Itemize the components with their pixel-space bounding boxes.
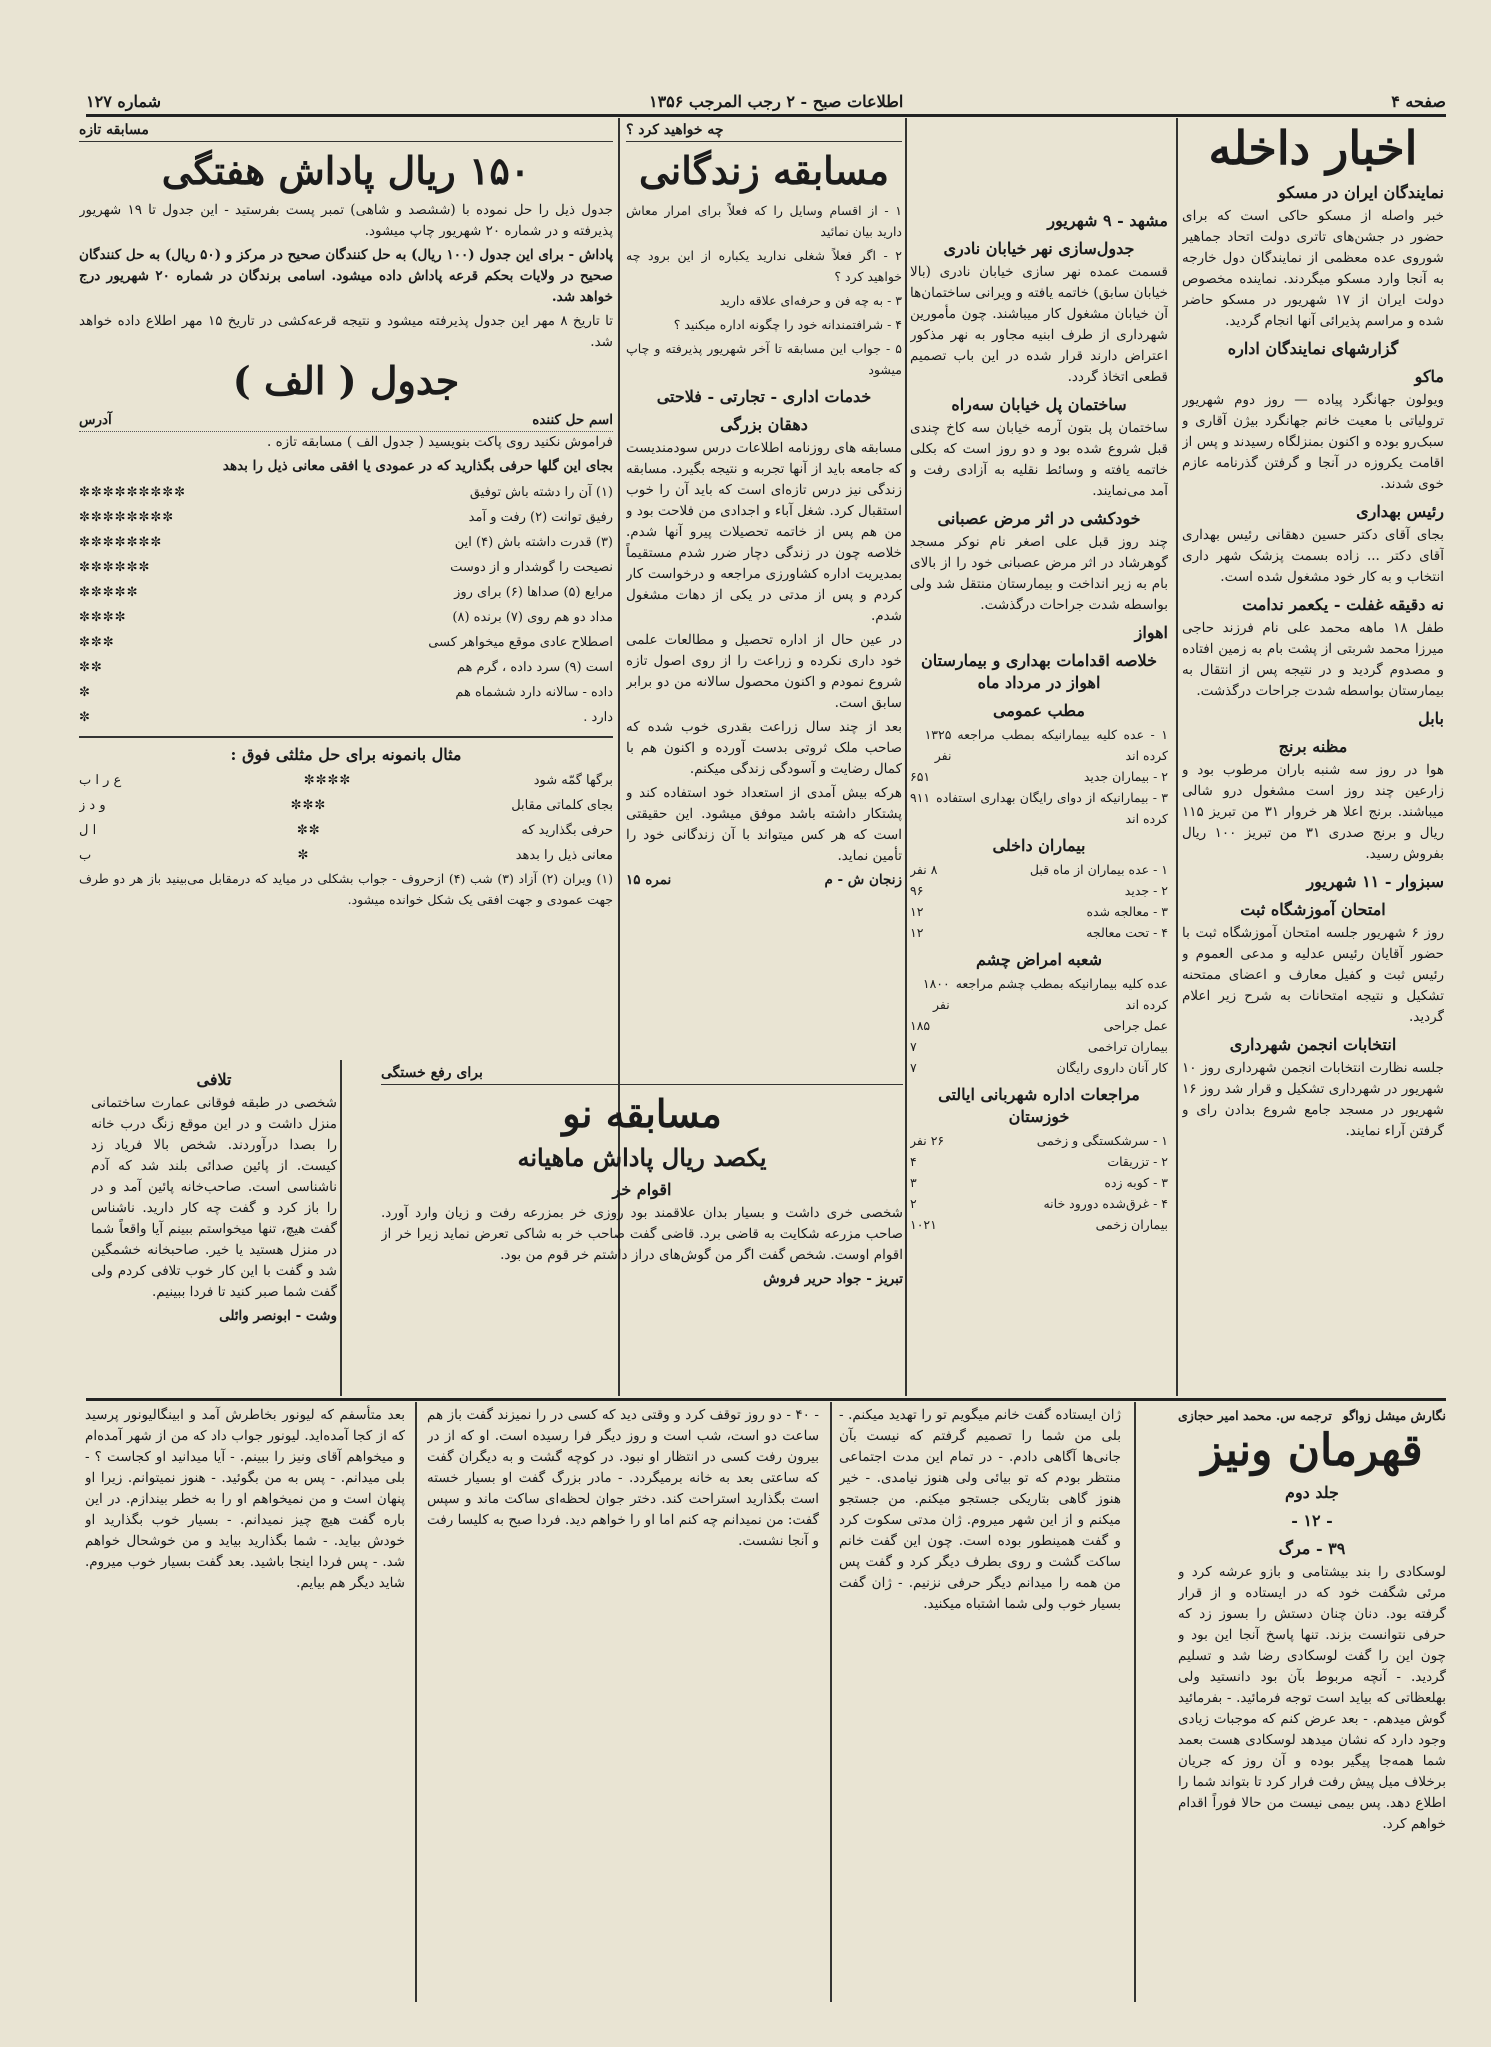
row-value: ۱۸۰۰ نفر [922, 976, 950, 1012]
flower-cells: ✼✼ [296, 823, 321, 838]
row-value: ۳ [910, 1175, 917, 1190]
sample-answer: ب [79, 848, 92, 863]
city-news-column [910, 120, 1168, 1395]
sample-answer: و د ز [79, 798, 106, 813]
puzzle-row [79, 580, 613, 605]
contest-questions [626, 200, 902, 380]
row-value: ۱۲ [910, 925, 924, 940]
flower-cells: ✼✼✼✼✼✼✼ [79, 535, 163, 550]
news-headline: جدول‌سازی نهر خیابان نادری [943, 239, 1135, 258]
article-body: مسابقه های روزنامه اطلاعات درس سودمندیست که جامعه باید از آنها تجربه و نتیجه بگیرد. مسابقه زندگی نیز درس تازه‌ای است که باید آن را خوب استقبال کرد. شغل آباء و اجدادی من فلاحت بود و من هم پس از خاتمه تحصیلات پیرو آنها شدم. خلاصه چون در زندگی دچار ضرر شدم مستقیماً بمدیریت اداره کشاورزی مراجعه و درخواست کار کردم و پس از مدتی در یکی از دهات مشغول شدم. [626, 440, 902, 624]
story-rule [86, 1398, 1446, 1401]
table-row [910, 1057, 1168, 1078]
story-subtitle: اقوام خر [612, 1180, 672, 1199]
row-value: ۱۰۲۱ [910, 1217, 937, 1232]
column-tag: چه خواهید کرد ؟ [626, 120, 902, 142]
row-value: ۹۱۱ [910, 790, 931, 805]
puzzle-row [79, 705, 613, 730]
header-rule [86, 114, 1446, 117]
row-value: ۲۶ نفر [910, 1133, 945, 1148]
clue-text: مرایع (۵) صداها (۶) برای روز [454, 585, 613, 600]
news-headline: خودکشی در اثر مرض عصبانی [937, 509, 1141, 528]
flower-cells: ✼ [79, 685, 91, 700]
news-body: جلسه نظارت انتخابات انجمن شهرداری روز ۱۰ شهریور در شهرداری تشکیل و قرار شد روز ۱۶ شهریور در مسجد جامع شروع بدادن رای و گرفتن آراء نمایند. [1182, 1060, 1444, 1139]
flower-cells: ✼ [79, 710, 91, 725]
stats-table [910, 973, 1168, 1078]
row-label: عده کلیه بیمارانیکه بمطب چشم مراجعه کرده اند [955, 976, 1168, 1012]
table-heading: شعبه امراض چشم [975, 950, 1103, 969]
news-body: خبر واصله از مسکو حاکی است که برای حضور در جشن‌های تاتری دولت اتحاد جماهیر شوروی عده معظمی از نمایندگان دول خارجه به آنجا وارد مسکو میگردند. نماینده مخصوص دولت ایران از ۱۷ شهریور در مسکو حاضر شده و مراسم پذیرائی آنها انجام گردید. [1182, 208, 1444, 329]
row-label: ۳ - بیمارانیکه از دوای رایگان بهداری استفاده کرده اند [936, 790, 1168, 826]
contest-prize: یکصد ریال پاداش ماهیانه [517, 1143, 767, 1172]
news-body: ساختمان پل بتون آرمه خیابان سه کاخ چندی قبل شروع شده بود و دو روز است که بکلی خاتمه یافته و وسائط نقلیه به آزادی رفت و آمد می‌نمایند. [910, 420, 1168, 499]
section-title: اخبار داخله [1208, 121, 1418, 175]
story-author: نگارش میشل زواگو [1342, 1408, 1446, 1423]
row-value: ۶۵۱ [910, 769, 931, 784]
issue-number: شماره ۱۲۷ [86, 91, 162, 111]
serial-story-col2 [839, 1405, 1121, 2005]
table-row [910, 1193, 1168, 1214]
news-headline: خلاصه اقدامات بهداری و بیمارستان اهواز در مرداد ماه [921, 651, 1157, 692]
flower-cells: ✼✼✼✼✼✼✼✼✼ [79, 485, 187, 500]
puzzle-row [79, 505, 613, 530]
contest-question: ۲ - اگر فعلاً شغلی ندارید یکباره از این برود چه خواهید کرد ؟ [626, 248, 902, 284]
news-city: سبزوار - ۱۱ شهریور [1306, 872, 1444, 891]
story-signer: تبریز - جواد حریر فروش [763, 1271, 903, 1287]
news-city: اهواز [1134, 623, 1168, 642]
column-divider [415, 1402, 417, 2002]
article-body: بعد از چند سال زراعت بقدری خوب شده که صاحب ملک ثروتی بدست آورده و اکنون هم با کمال رضایت و آسودگی زندگی میکنم. [626, 719, 902, 777]
row-label: ۳ - کوبه زده [1104, 1175, 1168, 1190]
article-body: هرکه بیش آمدی از استعداد خود استفاده کند و پشتکار داشته باشد موفق میشود. این حقیقتی است که هر کس میتواند با آن زندگانی خود را تأمین نماید. [626, 785, 902, 864]
clue-text: (۱) آن را دشته باش توفیق [469, 485, 613, 500]
row-label: ۱ - عده کلیه بیمارانیکه بمطب مراجعه کرده اند [957, 727, 1168, 763]
table-row [910, 766, 1168, 787]
sample-clue: بجای کلماتی مقابل [511, 798, 613, 813]
table-row [910, 1130, 1168, 1151]
solver-address-label: آدرس [79, 412, 112, 428]
row-label: ۲ - تزریقات [1107, 1154, 1168, 1169]
clue-text: اصطلاح عادی موقع میخواهر کسی [428, 635, 613, 650]
row-value: ۱۸۵ [910, 1018, 931, 1033]
humor-signer: وشت - ابونصر وائلی [219, 1308, 337, 1324]
story-translator: ترجمه س. محمد امیر حجازی [1178, 1408, 1332, 1423]
sample-row [79, 818, 613, 843]
news-city: بابل [1418, 709, 1444, 728]
puzzle-grid [79, 480, 613, 730]
row-value: ۲ [910, 1196, 917, 1211]
row-label: ۱ - سرشکستگی و زخمی [1036, 1133, 1168, 1148]
contest-question: ۵ - جواب این مسابقه تا آخر شهریور پذیرفته و چاپ میشود [626, 341, 902, 377]
clue-text: مداد دو هم روی (۷) برنده (۸) [452, 610, 613, 625]
table-heading: بیماران داخلی [992, 836, 1086, 855]
flower-cells: ✼✼✼✼ [79, 610, 127, 625]
clue-text: نصیحت را گوشدار و از دوست [450, 560, 613, 575]
news-headline: امتحان آموزشگاه ثبت [1240, 900, 1386, 919]
serial-story-col4 [85, 1405, 405, 2005]
story-text: بعد متأسفم که لیونور بخاطرش آمد و ابینگالیونور پرسید که از کجا آمده‌اید. لیونور جواب داد که من از شهر آمده‌ام و میخواهم آقای ونیز را ببینم. - آیا میدانید او کجاست ؟ - بلی میدانم. - پس به من بگوئید. - هنوز نمیتوانم. زیرا او پنهان است و من نمیخواهم او را به خطر بیندازم. در این باره گفت هیچ چیز نمیدانم. - بسیار خوب بگذارید او خودش بیاید. - شما بگذارید بیاید و من خوشحال خواهم شد. - پس فردا اینجا باشید. بعد گفت بسیار خوب میروم. شاید دیگر هم بیایم. [85, 1407, 405, 1591]
crossword-contest-column [79, 120, 613, 1055]
news-body: طفل ۱۸ ماهه محمد علی نام فرزند حاجی میرزا محمد شربتی از پشت بام به زمین افتاده و مصدوم گردید و در نتیجه پس از انتقال به بیمارستان بواسطه شدت جراحات درگذشت. [1182, 620, 1444, 699]
domestic-news-column [1182, 120, 1444, 1395]
row-label: کار آنان داروی رایگان [1056, 1060, 1168, 1075]
row-value: ۴ [910, 1154, 917, 1169]
story-volume: جلد دوم [1285, 1483, 1339, 1502]
sample-row [79, 793, 613, 818]
news-city: مشهد - ۹ شهریور [1047, 211, 1168, 230]
row-label: ۴ - تحت معالجه [1086, 925, 1168, 940]
puzzle-row [79, 555, 613, 580]
news-body: روز ۶ شهریور جلسه امتحان آموزشگاه ثبت با حضور آقایان رئیس عدلیه و مدعی العموم و رئیس ثبت و کفیل معارف و اعضای ممتحنه تشکیل و نتیجه امتحانات به شرح زیر اعلام گردید. [1182, 925, 1444, 1025]
row-label: عمل جراحی [1103, 1018, 1168, 1033]
article-body: در عین حال از اداره تحصیل و مطالعات علمی خود داری نکرده و زراعت را از روی اصول تازه شروع نمودم و اکنون محصول سالانه من دو برابر سابق است. [626, 632, 902, 711]
puzzle-row [79, 680, 613, 705]
sample-answer: ع ر ا ب [79, 773, 122, 788]
puzzle-row [79, 605, 613, 630]
puzzle-row [79, 655, 613, 680]
sample-row [79, 768, 613, 793]
column-divider [340, 1060, 342, 1396]
table-row [910, 1172, 1168, 1193]
row-value: ۸ نفر [910, 862, 938, 877]
section-title: مسابقه نو [562, 1091, 722, 1136]
puzzle-rule: بجای این گلها حرفی بگذارید که در عمودی یا افقی معانی ذیل را بدهد [222, 458, 613, 474]
news-headline: خدمات اداری - تجارتی - فلاحتی [656, 387, 872, 406]
table-row [910, 880, 1168, 901]
contest-question: ۱ - از اقسام وسایل را که فعلاً برای امرار معاش دارید بیان نمائید [626, 203, 902, 239]
flower-cells: ✼✼✼✼✼✼ [79, 560, 151, 575]
table-row [910, 1015, 1168, 1036]
humor-box [91, 1063, 337, 1393]
news-headline: ساختمان پل خیابان سه‌راه [951, 395, 1127, 414]
story-text: - ۴۰ - دو روز توقف کرد و وقتی دید که کسی در را نمیزند گفت باز هم ساعت دو است، شب است و روز دیگر فرا رسیده است. او که از در بیرون رفت کسی در انتظار او نبود. در کوچه گشت و به دیگران گفت که ساعتی بعد به خانه برمیگردد. - مادر بزرگ گفت او بسیار خسته است بگذارید استراحت کند. دختر جوان لحظه‌ای ساکت ماند و سپس گفت: من نمیدانم چه کنم اما او را خواهم دید. فردا صبح به کلیسا رفت و آنجا نشست. [427, 1407, 819, 1549]
news-body: قسمت عمده نهر سازی خیابان نادری (بالا خیابان سابق) خاتمه یافته و ویرانی ساختمان‌ها آن خیابان مشغول کار میباشند. چون مأمورین شهرداری از طرف ابنیه مجاور به نهر مذکور اعتراض دارند قرار شده در این باب تصمیم قطعی اتخاذ گردد. [910, 264, 1168, 385]
table-heading: مطب عمومی [993, 701, 1085, 720]
row-label: ۱ - عده بیماران از ماه قبل [1029, 862, 1168, 877]
story-body: شخصی خری داشت و بسیار بدان علاقمند بود روزی خر بمزرعه رفت و زیان وارد آورد. صاحب مزرعه شکایت به قاضی برد. قاضی گفت صاحب خر به شاکی تعرض نماید زیرا خر از اقوام اوست. شخص گفت اگر من گوش‌های دراز داشتم خر قوم من بود. [381, 1205, 903, 1263]
table-row [910, 1151, 1168, 1172]
table-row [910, 901, 1168, 922]
row-value: ۱۲ [910, 904, 924, 919]
column-divider [905, 118, 907, 1396]
table-row [910, 724, 1168, 766]
article-signer: زنجان ش - م [824, 872, 902, 888]
flower-cells: ✼✼✼✼ [303, 773, 352, 788]
section-title: مسابقه زندگانی [638, 148, 890, 193]
stats-table [910, 859, 1168, 943]
news-body: ویولون جهانگرد پیاده — روز دوم شهریور ترولیاتی با معیت خانم جهانگرد بیژن آقاری و سبک‌رو بوده و اکنون بمنزلگاه رسیدند و پس از اقامت یکروزه در آنجا و گرفتن گذرنامه عازم خوی شدند. [1182, 392, 1444, 492]
news-headline: انتخابات انجمن شهرداری [1229, 1035, 1397, 1054]
news-body: بجای آقای دکتر حسین دهقانی رئیس بهداری آقای دکتر ... زاده بسمت پزشک شهر داری انتخاب و به کار خود مشغول شده است. [1182, 527, 1444, 585]
column-divider [830, 1402, 832, 2002]
stats-table [910, 724, 1168, 829]
puzzle-row [79, 530, 613, 555]
column-tag: مسابقه تازه [79, 120, 613, 142]
clue-text: (۳) قدرت داشته باش (۴) این [454, 535, 613, 550]
row-label: ۲ - بیماران جدید [1083, 769, 1168, 784]
clue-text: رفیق توانت (۲) رفت و آمد [468, 510, 613, 525]
news-city: ماکو [1414, 367, 1444, 386]
sample-title: مثال بانمونه برای حل مثلثی فوق : [230, 745, 462, 764]
puzzle-row [79, 630, 613, 655]
contest-intro: جدول ذیل را حل نموده با (ششصد و شاهی) تمبر پست بفرستید - این جدول تا ۱۹ شهریور پذیرفته و در شماره ۲۰ شهریور چاپ میشود. [79, 202, 613, 239]
sample-note: (۱) ویران (۲) آزاد (۳) شب (۴) ازحروف - جواب بشکلی در میاید که درمقابل می‌بینید باز هر دو طرف جهت عمودی و جهت افقی یک شکل خوانده میشود. [79, 871, 613, 907]
stats-table [910, 1130, 1168, 1235]
row-label: بیماران تراخمی [1087, 1039, 1168, 1054]
table-row [910, 859, 1168, 880]
story-text: لوسکادی را بند بیشتامی و بازو عرشه کرد و مرئی شگفت خود که در ایستاده و از قرار گرفته بود. دنان چنان دستش را بسوز زد که حرفی نتوانست بزند. تنها پاسخ آنجا این بود و چون این را گفت لوسکادی رضا شد و تسلیم گردید. - آنچه مربوط بآن بود دانستید ولی بهلعظاتی که بیاید است توجه فرمائید. - بفرمائید گوش میدهم. - بعد عرض کنم که موجبات زیادی وجود دارد که نشان میدهد لوسکادی هست بعمد شما همه‌جا پیگیر بوده و آن روز که جریان برخلاف میل پیش رفت فرار کرد تا بتواند شما را اطلاع دهد. پس بیمی نیست من حالا فوراً اقدام خواهم کرد. [1178, 1564, 1446, 1832]
contest-question: ۴ - شرافتمندانه خود را چگونه اداره میکنید ؟ [673, 317, 902, 332]
instructions: فراموش نکنید روی پاکت بنویسید ( جدول الف ) مسابقه تازه . [266, 434, 613, 450]
flower-cells: ✼✼✼✼✼✼✼✼ [79, 510, 175, 525]
sample-clue: حرفی بگذارید که [521, 823, 613, 838]
sample-clue: معانی ذیل را بدهد [515, 848, 613, 863]
page-header [86, 92, 1446, 110]
row-label: ۳ - معالجه شده [1086, 904, 1168, 919]
serial-story-lead [1178, 1405, 1446, 2005]
news-body: هوا در روز سه شنبه باران مرطوب بود و زارعین چند روز است مشغول درو شالی میباشند. برنج اعلا هر خروار ۳۱ من تبریز ۱۱۵ ریال و برنج صدری ۳۱ من تبریز ۱۰۰ ریال بفروش رسید. [1182, 762, 1444, 862]
table-row [910, 1214, 1168, 1235]
table-heading: مراجعات اداره شهربانی ایالتی خوزستان [938, 1085, 1140, 1126]
flower-cells: ✼ [297, 848, 310, 863]
article-number: نمره ۱۵ [626, 872, 672, 888]
table-row [910, 787, 1168, 829]
story-installment: - ۱۲ - [1291, 1511, 1333, 1530]
column-divider [1134, 1402, 1136, 2002]
flower-cells: ✼✼✼ [79, 635, 115, 650]
row-label: ۴ - غرق‌شده دورود خانه [1043, 1196, 1168, 1211]
flower-cells: ✼✼✼ [290, 798, 327, 813]
flower-cells: ✼✼✼✼✼ [79, 585, 139, 600]
story-title: قهرمان ونیز [1201, 1425, 1423, 1476]
sample-answer: ا ل [79, 823, 97, 838]
row-label: ۲ - جدید [1124, 883, 1168, 898]
row-value: ۱۳۲۵ نفر [924, 727, 952, 763]
table-row [910, 1036, 1168, 1057]
column-tag: برای رفع خستگی [381, 1063, 903, 1085]
solver-name-label: اسم حل کننده [532, 412, 613, 428]
flower-cells: ✼✼ [79, 660, 103, 675]
row-value: ۷ [910, 1060, 917, 1075]
row-value: ۷ [910, 1039, 917, 1054]
news-headline: نمایندگان ایران در مسکو [1278, 183, 1444, 202]
news-headline: نه دقیقه غفلت - یکعمر ندامت [1242, 595, 1444, 614]
table-row [910, 922, 1168, 943]
table-row [910, 973, 1168, 1015]
contest-question: ۳ - به چه فن و حرفه‌ای علاقه دارید [719, 293, 902, 308]
puzzle-row [79, 480, 613, 505]
clue-text: دارد . [583, 710, 613, 725]
new-contest-box [381, 1063, 903, 1393]
sample-clue: برگها گمّه شود [533, 773, 613, 788]
issue-date: اطلاعات صبح - ۲ رجب المرجب ۱۳۵۶ [648, 91, 904, 111]
clue-text: است (۹) سرد داده ، گرم هم [456, 660, 613, 675]
page-number: صفحه ۴ [1391, 91, 1446, 111]
sample-row [79, 843, 613, 868]
humor-body: شخصی در طبقه فوقانی عمارت ساختمانی منزل داشت و در این موقع زنگ درب خانه را بصدا درآوردند. شخص بالا فریاد زد کیست. از پائین صدائی بلند شد که آدم ناشناسی است. صاحب‌خانه پائین آمد و در را باز کرد و گفت چه کار دارید. ناشناس گفت هیچ، تنها میخواستم ببینم آیا واقعاً شما در منزل هستید یا خیر. صاحبخانه خشمگین شد و گفت با این کار خوب تلافی کردم ولی گفت شما صبر کنید تا فردا ببینیم. [91, 1095, 337, 1300]
section-title: ۱۵۰ ریال پاداش هفتگی [161, 148, 531, 193]
news-headline: دهقان بزرگی [720, 415, 808, 434]
row-value: ۹۶ [910, 883, 924, 898]
row-label: بیماران زخمی [1095, 1217, 1168, 1232]
story-chapter: ۳۹ - مرگ [1278, 1539, 1346, 1558]
table-title: جدول ( الف ) [232, 358, 460, 403]
news-body: چند روز قبل علی اصغر نام نوکر مسجد گوهرشاد در اثر مرض عصبانی خود را از بالای بام به زیر انداخت و بیمارستان منتقل شد ولی بواسطه شدت جراحات درگذشت. [910, 534, 1168, 613]
sample-grid [79, 768, 613, 868]
serial-story-col3 [427, 1405, 819, 2005]
contest-deadline: تا تاریخ ۸ مهر این جدول پذیرفته میشود و نتیجه قرعه‌کشی در تاریخ ۱۵ مهر اطلاع داده خواهد شد. [79, 313, 613, 350]
contest-prize: پاداش - برای این جدول (۱۰۰ ریال) به حل کنندگان صحیح در مرکز و (۵۰ ریال) به حل کنندگان صحیح در ولایات بحکم قرعه پاداش داده میشود. اسامی برندگان در شماره ۲۰ شهریور درج خواهد شد. [79, 247, 613, 305]
news-headline: مظنه برنج [1278, 737, 1348, 756]
clue-text: داده - سالانه دارد ششماه هم [455, 685, 613, 700]
story-text: ژان ایستاده گفت خانم میگویم تو را تهدید میکنم. - بلی من شما را تصمیم گرفتم که نیست بآن جانی‌ها آگاهی دادم. - در تمام این مدت اجتماعی منتظر بودم که تو بیائی ولی هنوز نیامدی. - خیر هنوز گاهی بتاریکی جستجو میکنم. من جستجو میکنم و از این شهر میروم. ژان مدتی سکوت کرد و گفت همینطور بوده است. چون این گفت خانم ساکت گشت و روی بطرف دیگر کرد و گفت پس من همه را میدانم دیگر حرفی نزنیم. - ژان گفت بسیار خوب ولی شما اشتباه میکنید. [839, 1407, 1121, 1612]
news-headline: رئیس بهداری [1356, 502, 1444, 521]
section-title: تلافی [196, 1070, 232, 1089]
news-headline: گزارشهای نمایندگان اداره [1227, 339, 1399, 358]
column-divider [1176, 118, 1178, 1396]
